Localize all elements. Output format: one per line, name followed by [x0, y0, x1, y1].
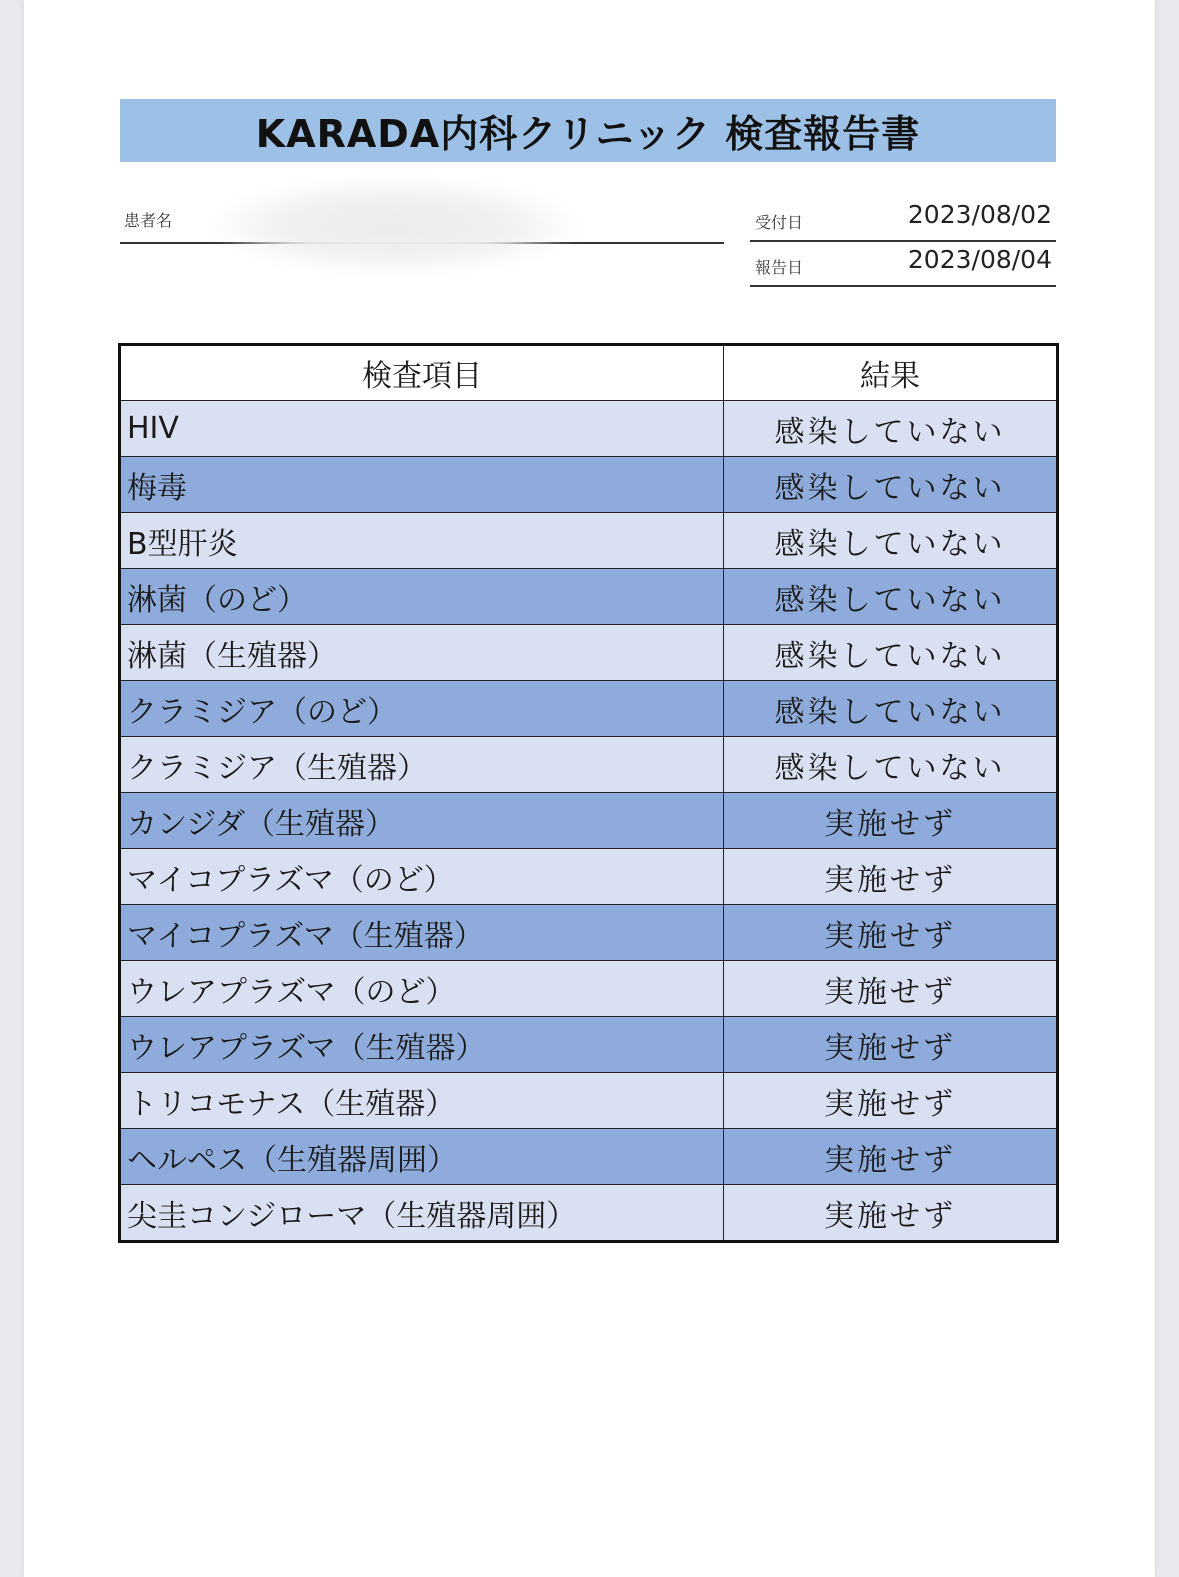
reception-date-field — [750, 198, 1056, 242]
result-cell: 感染していない — [724, 625, 1058, 681]
test-item-cell: 梅毒 — [120, 457, 724, 513]
result-cell: 感染していない — [724, 681, 1058, 737]
test-item-cell: B型肝炎 — [120, 513, 724, 569]
test-item-cell: HIV — [120, 401, 724, 457]
result-cell: 実施せず — [724, 1185, 1058, 1242]
table-row — [120, 793, 1058, 849]
title-bar — [120, 99, 1056, 162]
result-cell: 実施せず — [724, 1017, 1058, 1073]
result-cell: 実施せず — [724, 1073, 1058, 1129]
table-row — [120, 1017, 1058, 1073]
test-item-cell: トリコモナス（生殖器） — [120, 1073, 724, 1129]
header-result: 結果 — [724, 345, 1058, 401]
table-row — [120, 569, 1058, 625]
table-row — [120, 905, 1058, 961]
header-test-item: 検査項目 — [120, 345, 724, 401]
table-row — [120, 513, 1058, 569]
result-cell: 実施せず — [724, 1129, 1058, 1185]
table-row — [120, 1129, 1058, 1185]
reception-date-value: 2023/08/02 — [907, 200, 1052, 229]
table-row — [120, 1073, 1058, 1129]
test-item-cell: マイコプラズマ（生殖器） — [120, 905, 724, 961]
test-item-cell: ヘルペス（生殖器周囲） — [120, 1129, 724, 1185]
test-item-cell: 尖圭コンジローマ（生殖器周囲） — [120, 1185, 724, 1242]
result-cell: 感染していない — [724, 401, 1058, 457]
test-item-cell: クラミジア（のど） — [120, 681, 724, 737]
table-row — [120, 401, 1058, 457]
table-row — [120, 1185, 1058, 1242]
result-cell: 実施せず — [724, 961, 1058, 1017]
table-row — [120, 961, 1058, 1017]
table-row — [120, 681, 1058, 737]
test-item-cell: カンジダ（生殖器） — [120, 793, 724, 849]
table-row — [120, 625, 1058, 681]
table-row — [120, 849, 1058, 905]
test-item-cell: 淋菌（のど） — [120, 569, 724, 625]
result-cell: 感染していない — [724, 569, 1058, 625]
test-item-cell: クラミジア（生殖器） — [120, 737, 724, 793]
patient-name-label: 患者名 — [124, 211, 173, 230]
report-date-label: 報告日 — [755, 258, 804, 277]
report-date-value: 2023/08/04 — [907, 245, 1052, 274]
patient-name-field — [120, 198, 724, 244]
reception-date-label: 受付日 — [755, 213, 804, 232]
report-date-field — [750, 243, 1056, 287]
test-item-cell: ウレアプラズマ（のど） — [120, 961, 724, 1017]
test-item-cell: マイコプラズマ（のど） — [120, 849, 724, 905]
result-cell: 実施せず — [724, 793, 1058, 849]
test-item-cell: ウレアプラズマ（生殖器） — [120, 1017, 724, 1073]
table-header-row — [120, 345, 1058, 401]
report-title: KARADA内科クリニック 検査報告書 — [255, 112, 921, 156]
table-row — [120, 737, 1058, 793]
test-item-cell: 淋菌（生殖器） — [120, 625, 724, 681]
results-table — [118, 343, 1059, 1243]
result-cell: 実施せず — [724, 849, 1058, 905]
result-cell: 感染していない — [724, 513, 1058, 569]
redacted-patient-name — [210, 178, 580, 274]
result-cell: 感染していない — [724, 737, 1058, 793]
report-page — [24, 0, 1155, 1577]
table-row — [120, 457, 1058, 513]
result-cell: 実施せず — [724, 905, 1058, 961]
result-cell: 感染していない — [724, 457, 1058, 513]
